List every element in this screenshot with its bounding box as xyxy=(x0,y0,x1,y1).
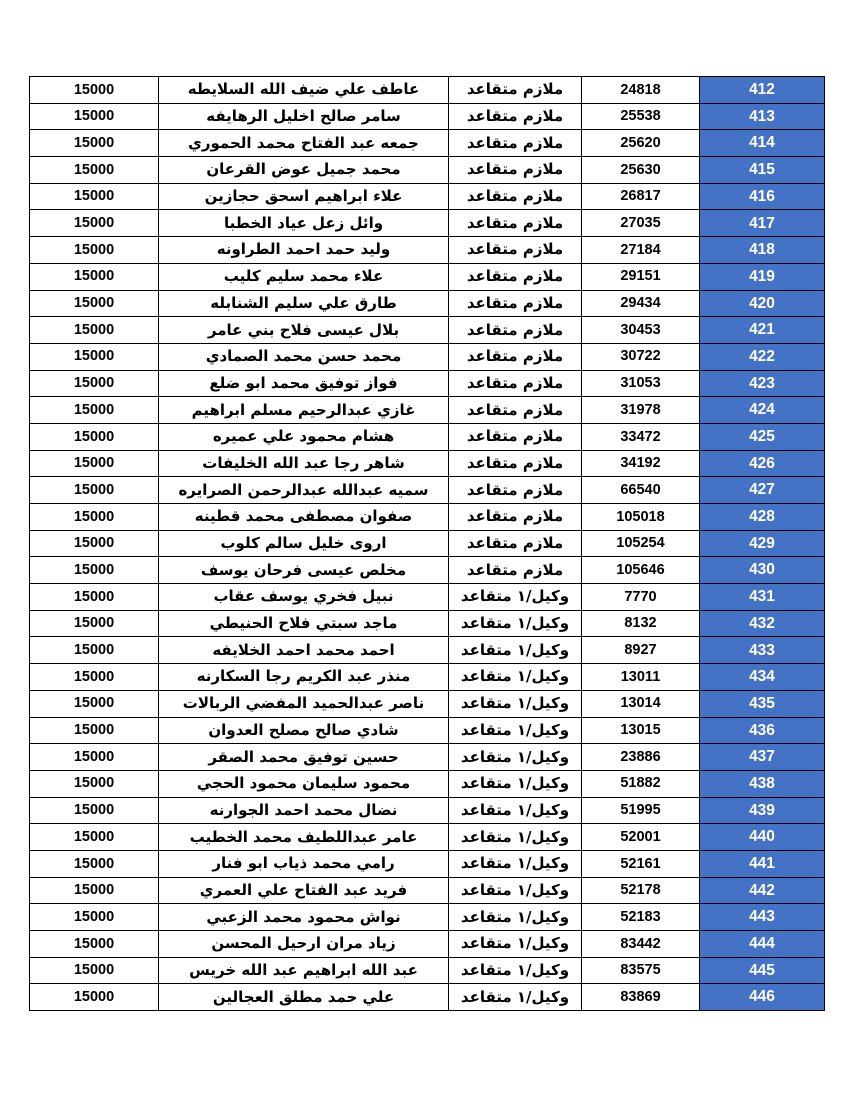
amount-cell: 15000 xyxy=(30,290,159,317)
rank-cell: وكيل/١ متقاعد xyxy=(449,797,582,824)
name-cell: نبيل فخري يوسف عقاب xyxy=(159,584,449,611)
rank-cell: وكيل/١ متقاعد xyxy=(449,904,582,931)
rank-cell: ملازم متقاعد xyxy=(449,130,582,157)
sequence-number-cell: 444 xyxy=(700,931,825,958)
amount-cell: 15000 xyxy=(30,744,159,771)
military-number-cell: 105646 xyxy=(582,557,700,584)
table-row xyxy=(30,157,825,184)
military-number-cell: 27035 xyxy=(582,210,700,237)
sequence-number-cell: 431 xyxy=(700,584,825,611)
rank-cell: ملازم متقاعد xyxy=(449,263,582,290)
data-table xyxy=(29,76,825,1011)
sequence-number-cell: 434 xyxy=(700,664,825,691)
amount-cell: 15000 xyxy=(30,103,159,130)
name-cell: علاء ابراهيم اسحق حجازين xyxy=(159,183,449,210)
rank-cell: ملازم متقاعد xyxy=(449,370,582,397)
sequence-number-cell: 446 xyxy=(700,984,825,1011)
table-row xyxy=(30,477,825,504)
sequence-number-cell: 424 xyxy=(700,397,825,424)
table-row xyxy=(30,343,825,370)
amount-cell: 15000 xyxy=(30,343,159,370)
rank-cell: وكيل/١ متقاعد xyxy=(449,690,582,717)
name-cell: فريد عبد الفتاح علي العمري xyxy=(159,877,449,904)
table-row xyxy=(30,850,825,877)
name-cell: سامر صالح اخليل الرهايفه xyxy=(159,103,449,130)
sequence-number-cell: 442 xyxy=(700,877,825,904)
rank-cell: ملازم متقاعد xyxy=(449,343,582,370)
rank-cell: ملازم متقاعد xyxy=(449,530,582,557)
amount-cell: 15000 xyxy=(30,450,159,477)
amount-cell: 15000 xyxy=(30,530,159,557)
military-number-cell: 52001 xyxy=(582,824,700,851)
table-row xyxy=(30,770,825,797)
rank-cell: ملازم متقاعد xyxy=(449,397,582,424)
name-cell: ناصر عبدالحميد المفضي الربالات xyxy=(159,690,449,717)
name-cell: شاهر رجا عبد الله الخليفات xyxy=(159,450,449,477)
name-cell: رامي محمد ذياب ابو فنار xyxy=(159,850,449,877)
amount-cell: 15000 xyxy=(30,877,159,904)
rank-cell: وكيل/١ متقاعد xyxy=(449,824,582,851)
table-row xyxy=(30,717,825,744)
name-cell: طارق علي سليم الشنابله xyxy=(159,290,449,317)
amount-cell: 15000 xyxy=(30,130,159,157)
amount-cell: 15000 xyxy=(30,477,159,504)
military-number-cell: 25630 xyxy=(582,157,700,184)
amount-cell: 15000 xyxy=(30,664,159,691)
sequence-number-cell: 413 xyxy=(700,103,825,130)
military-number-cell: 23886 xyxy=(582,744,700,771)
table-row xyxy=(30,637,825,664)
rank-cell: وكيل/١ متقاعد xyxy=(449,877,582,904)
amount-cell: 15000 xyxy=(30,797,159,824)
amount-cell: 15000 xyxy=(30,717,159,744)
sequence-number-cell: 429 xyxy=(700,530,825,557)
sequence-number-cell: 430 xyxy=(700,557,825,584)
sequence-number-cell: 440 xyxy=(700,824,825,851)
name-cell: غازي عبدالرحيم مسلم ابراهيم xyxy=(159,397,449,424)
name-cell: عبد الله ابراهيم عبد الله خريس xyxy=(159,957,449,984)
rank-cell: وكيل/١ متقاعد xyxy=(449,610,582,637)
amount-cell: 15000 xyxy=(30,557,159,584)
rank-cell: وكيل/١ متقاعد xyxy=(449,957,582,984)
name-cell: نضال محمد احمد الجوارنه xyxy=(159,797,449,824)
amount-cell: 15000 xyxy=(30,637,159,664)
rank-cell: ملازم متقاعد xyxy=(449,210,582,237)
table-body xyxy=(30,77,825,1011)
sequence-number-cell: 438 xyxy=(700,770,825,797)
military-number-cell: 30453 xyxy=(582,317,700,344)
name-cell: احمد محمد احمد الخلايفه xyxy=(159,637,449,664)
military-number-cell: 25620 xyxy=(582,130,700,157)
amount-cell: 15000 xyxy=(30,423,159,450)
amount-cell: 15000 xyxy=(30,157,159,184)
sequence-number-cell: 433 xyxy=(700,637,825,664)
name-cell: محمود سليمان محمود الحجي xyxy=(159,770,449,797)
table-row xyxy=(30,557,825,584)
name-cell: فواز توفيق محمد ابو ضلع xyxy=(159,370,449,397)
rank-cell: ملازم متقاعد xyxy=(449,77,582,104)
name-cell: علي حمد مطلق العجالين xyxy=(159,984,449,1011)
table-row xyxy=(30,584,825,611)
military-number-cell: 13015 xyxy=(582,717,700,744)
table-row xyxy=(30,183,825,210)
sequence-number-cell: 427 xyxy=(700,477,825,504)
amount-cell: 15000 xyxy=(30,824,159,851)
sequence-number-cell: 437 xyxy=(700,744,825,771)
table-row xyxy=(30,504,825,531)
military-number-cell: 26817 xyxy=(582,183,700,210)
military-number-cell: 8132 xyxy=(582,610,700,637)
military-number-cell: 30722 xyxy=(582,343,700,370)
table-row xyxy=(30,450,825,477)
amount-cell: 15000 xyxy=(30,610,159,637)
table-row xyxy=(30,317,825,344)
military-number-cell: 29434 xyxy=(582,290,700,317)
table-row xyxy=(30,984,825,1011)
rank-cell: ملازم متقاعد xyxy=(449,290,582,317)
name-cell: زياد مران ارحيل المحسن xyxy=(159,931,449,958)
name-cell: محمد جميل عوض القرعان xyxy=(159,157,449,184)
name-cell: منذر عبد الكريم رجا السكارنه xyxy=(159,664,449,691)
table-row xyxy=(30,77,825,104)
military-number-cell: 66540 xyxy=(582,477,700,504)
table-row xyxy=(30,130,825,157)
military-number-cell: 31053 xyxy=(582,370,700,397)
rank-cell: ملازم متقاعد xyxy=(449,504,582,531)
table-row xyxy=(30,797,825,824)
rank-cell: وكيل/١ متقاعد xyxy=(449,744,582,771)
table-row xyxy=(30,931,825,958)
sequence-number-cell: 420 xyxy=(700,290,825,317)
rank-cell: ملازم متقاعد xyxy=(449,237,582,264)
military-number-cell: 52161 xyxy=(582,850,700,877)
military-number-cell: 27184 xyxy=(582,237,700,264)
sequence-number-cell: 445 xyxy=(700,957,825,984)
rank-cell: وكيل/١ متقاعد xyxy=(449,770,582,797)
table-row xyxy=(30,210,825,237)
rank-cell: وكيل/١ متقاعد xyxy=(449,637,582,664)
sequence-number-cell: 412 xyxy=(700,77,825,104)
table-row xyxy=(30,744,825,771)
military-number-cell: 52178 xyxy=(582,877,700,904)
sequence-number-cell: 432 xyxy=(700,610,825,637)
military-number-cell: 83575 xyxy=(582,957,700,984)
table-row xyxy=(30,690,825,717)
sequence-number-cell: 443 xyxy=(700,904,825,931)
military-number-cell: 13014 xyxy=(582,690,700,717)
name-cell: مخلص عيسى فرحان يوسف xyxy=(159,557,449,584)
table-row xyxy=(30,397,825,424)
table-row xyxy=(30,263,825,290)
rank-cell: وكيل/١ متقاعد xyxy=(449,850,582,877)
rank-cell: ملازم متقاعد xyxy=(449,423,582,450)
amount-cell: 15000 xyxy=(30,77,159,104)
table-row xyxy=(30,423,825,450)
table-row xyxy=(30,290,825,317)
military-number-cell: 105018 xyxy=(582,504,700,531)
name-cell: هشام محمود علي عميره xyxy=(159,423,449,450)
rank-cell: ملازم متقاعد xyxy=(449,450,582,477)
military-number-cell: 83869 xyxy=(582,984,700,1011)
sequence-number-cell: 439 xyxy=(700,797,825,824)
rank-cell: ملازم متقاعد xyxy=(449,557,582,584)
sequence-number-cell: 421 xyxy=(700,317,825,344)
sequence-number-cell: 441 xyxy=(700,850,825,877)
name-cell: محمد حسن محمد الصمادي xyxy=(159,343,449,370)
amount-cell: 15000 xyxy=(30,210,159,237)
amount-cell: 15000 xyxy=(30,957,159,984)
sequence-number-cell: 422 xyxy=(700,343,825,370)
table-row xyxy=(30,877,825,904)
sequence-number-cell: 415 xyxy=(700,157,825,184)
amount-cell: 15000 xyxy=(30,584,159,611)
table-row xyxy=(30,610,825,637)
table-row xyxy=(30,370,825,397)
amount-cell: 15000 xyxy=(30,904,159,931)
rank-cell: ملازم متقاعد xyxy=(449,317,582,344)
name-cell: سميه عبدالله عبدالرحمن الصرايره xyxy=(159,477,449,504)
sequence-number-cell: 419 xyxy=(700,263,825,290)
amount-cell: 15000 xyxy=(30,690,159,717)
military-number-cell: 25538 xyxy=(582,103,700,130)
table-row xyxy=(30,664,825,691)
military-number-cell: 13011 xyxy=(582,664,700,691)
table-row xyxy=(30,103,825,130)
name-cell: صفوان مصطفى محمد قطينه xyxy=(159,504,449,531)
sequence-number-cell: 425 xyxy=(700,423,825,450)
military-number-cell: 34192 xyxy=(582,450,700,477)
amount-cell: 15000 xyxy=(30,397,159,424)
table-row xyxy=(30,237,825,264)
military-number-cell: 24818 xyxy=(582,77,700,104)
name-cell: عامر عبداللطيف محمد الخطيب xyxy=(159,824,449,851)
name-cell: اروى خليل سالم كلوب xyxy=(159,530,449,557)
table-row xyxy=(30,904,825,931)
military-number-cell: 105254 xyxy=(582,530,700,557)
name-cell: وائل زعل عياد الخطبا xyxy=(159,210,449,237)
military-number-cell: 33472 xyxy=(582,423,700,450)
amount-cell: 15000 xyxy=(30,237,159,264)
table-row xyxy=(30,530,825,557)
rank-cell: وكيل/١ متقاعد xyxy=(449,717,582,744)
military-number-cell: 51882 xyxy=(582,770,700,797)
rank-cell: وكيل/١ متقاعد xyxy=(449,931,582,958)
military-number-cell: 8927 xyxy=(582,637,700,664)
military-number-cell: 29151 xyxy=(582,263,700,290)
name-cell: ماجد سبتي فلاح الحنيطي xyxy=(159,610,449,637)
table-row xyxy=(30,824,825,851)
rank-cell: ملازم متقاعد xyxy=(449,103,582,130)
amount-cell: 15000 xyxy=(30,370,159,397)
amount-cell: 15000 xyxy=(30,183,159,210)
name-cell: جمعه عبد الفتاح محمد الحموري xyxy=(159,130,449,157)
sequence-number-cell: 416 xyxy=(700,183,825,210)
amount-cell: 15000 xyxy=(30,850,159,877)
sequence-number-cell: 414 xyxy=(700,130,825,157)
sequence-number-cell: 435 xyxy=(700,690,825,717)
amount-cell: 15000 xyxy=(30,984,159,1011)
rank-cell: ملازم متقاعد xyxy=(449,157,582,184)
table-row xyxy=(30,957,825,984)
sequence-number-cell: 423 xyxy=(700,370,825,397)
rank-cell: ملازم متقاعد xyxy=(449,477,582,504)
name-cell: علاء محمد سليم كليب xyxy=(159,263,449,290)
rank-cell: ملازم متقاعد xyxy=(449,183,582,210)
military-number-cell: 7770 xyxy=(582,584,700,611)
military-number-cell: 83442 xyxy=(582,931,700,958)
rank-cell: وكيل/١ متقاعد xyxy=(449,984,582,1011)
name-cell: بلال عيسى فلاح بني عامر xyxy=(159,317,449,344)
sequence-number-cell: 436 xyxy=(700,717,825,744)
amount-cell: 15000 xyxy=(30,931,159,958)
military-number-cell: 51995 xyxy=(582,797,700,824)
amount-cell: 15000 xyxy=(30,770,159,797)
amount-cell: 15000 xyxy=(30,504,159,531)
name-cell: حسين توفيق محمد الصقر xyxy=(159,744,449,771)
name-cell: شادي صالح مصلح العدوان xyxy=(159,717,449,744)
sequence-number-cell: 428 xyxy=(700,504,825,531)
military-number-cell: 52183 xyxy=(582,904,700,931)
amount-cell: 15000 xyxy=(30,317,159,344)
sequence-number-cell: 417 xyxy=(700,210,825,237)
military-number-cell: 31978 xyxy=(582,397,700,424)
sequence-number-cell: 418 xyxy=(700,237,825,264)
sequence-number-cell: 426 xyxy=(700,450,825,477)
amount-cell: 15000 xyxy=(30,263,159,290)
rank-cell: وكيل/١ متقاعد xyxy=(449,664,582,691)
name-cell: عاطف علي ضيف الله السلايطه xyxy=(159,77,449,104)
name-cell: وليد حمد احمد الطراونه xyxy=(159,237,449,264)
name-cell: نواش محمود محمد الزعبي xyxy=(159,904,449,931)
rank-cell: وكيل/١ متقاعد xyxy=(449,584,582,611)
